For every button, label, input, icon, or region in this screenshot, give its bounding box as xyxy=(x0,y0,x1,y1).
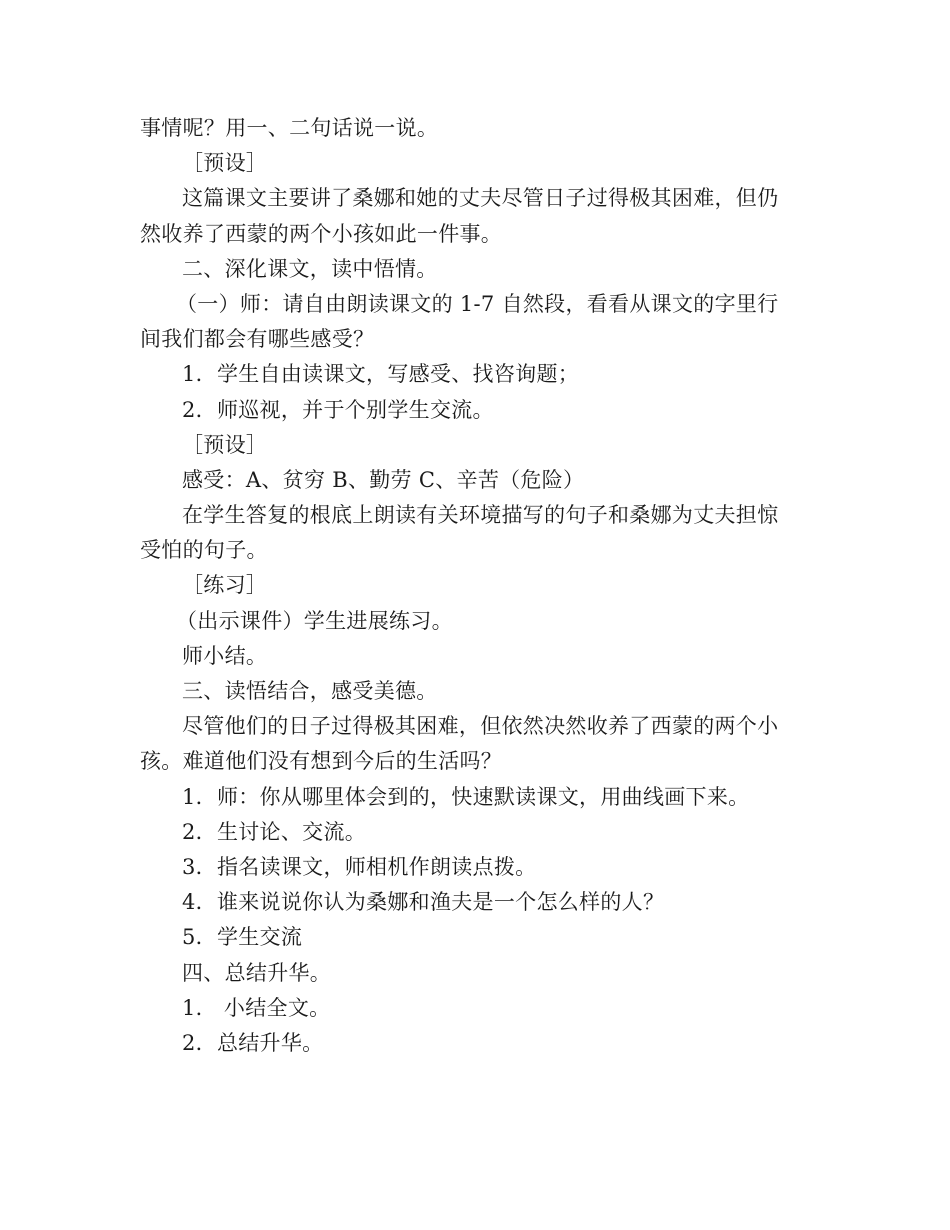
list-item: 4．谁来说说你认为桑娜和渔夫是一个怎么样的人？ xyxy=(182,890,665,915)
section-heading: 四、总结升华。 xyxy=(182,960,332,985)
list-item: 1．师：你从哪里体会到的，快速默读课文，用曲线画下来。 xyxy=(182,784,750,809)
text-line: 在学生答复的根底上朗读有关环境描写的句子和桑娜为丈夫担惊 xyxy=(182,503,779,528)
text-line: 受怕的句子。 xyxy=(140,538,268,563)
list-item: 3．指名读课文，师相机作朗读点拨。 xyxy=(182,854,537,879)
list-item: 5．学生交流 xyxy=(182,925,303,950)
text-line: 感受：A、贫穷 B、勤劳 C、辛苦（危险） xyxy=(182,467,585,492)
text-line: 尽管他们的日子过得极其困难，但依然决然收养了西蒙的两个小 xyxy=(182,714,779,739)
text-line: 然收养了西蒙的两个小孩如此一件事。 xyxy=(140,221,503,246)
text-line: 间我们都会有哪些感受？ xyxy=(140,327,375,352)
section-heading: 三、读悟结合，感受美德。 xyxy=(182,679,438,703)
list-item: 2．总结升华。 xyxy=(182,1030,324,1055)
section-heading: 二、深化课文，读中悟情。 xyxy=(182,256,438,281)
document-body xyxy=(140,111,820,1061)
text-line: 这篇课文主要讲了桑娜和她的丈夫尽管日子过得极其困难，但仍 xyxy=(182,186,779,211)
text-line: 事情呢？用一、二句话说一说。 xyxy=(140,116,439,140)
list-item: 1．学生自由读课文，写感受、找咨询题； xyxy=(182,362,580,387)
text-line: 师小结。 xyxy=(182,643,268,668)
text-line: （一）师：请自由朗读课文的 1-7 自然段，看看从课文的字里行 xyxy=(176,291,779,316)
list-item: 2．生讨论、交流。 xyxy=(182,819,367,844)
text-line: （出示课件）学生进展练习。 xyxy=(176,608,453,633)
text-line: ［预设］ xyxy=(182,151,268,176)
text-line: 孩。难道他们没有想到今后的生活吗？ xyxy=(140,749,503,774)
list-item: 1． 小结全文。 xyxy=(182,995,331,1020)
text-line: ［练习］ xyxy=(182,573,268,598)
text-line: ［预设］ xyxy=(182,432,268,457)
list-item: 2．师巡视，并于个别学生交流。 xyxy=(182,397,494,422)
